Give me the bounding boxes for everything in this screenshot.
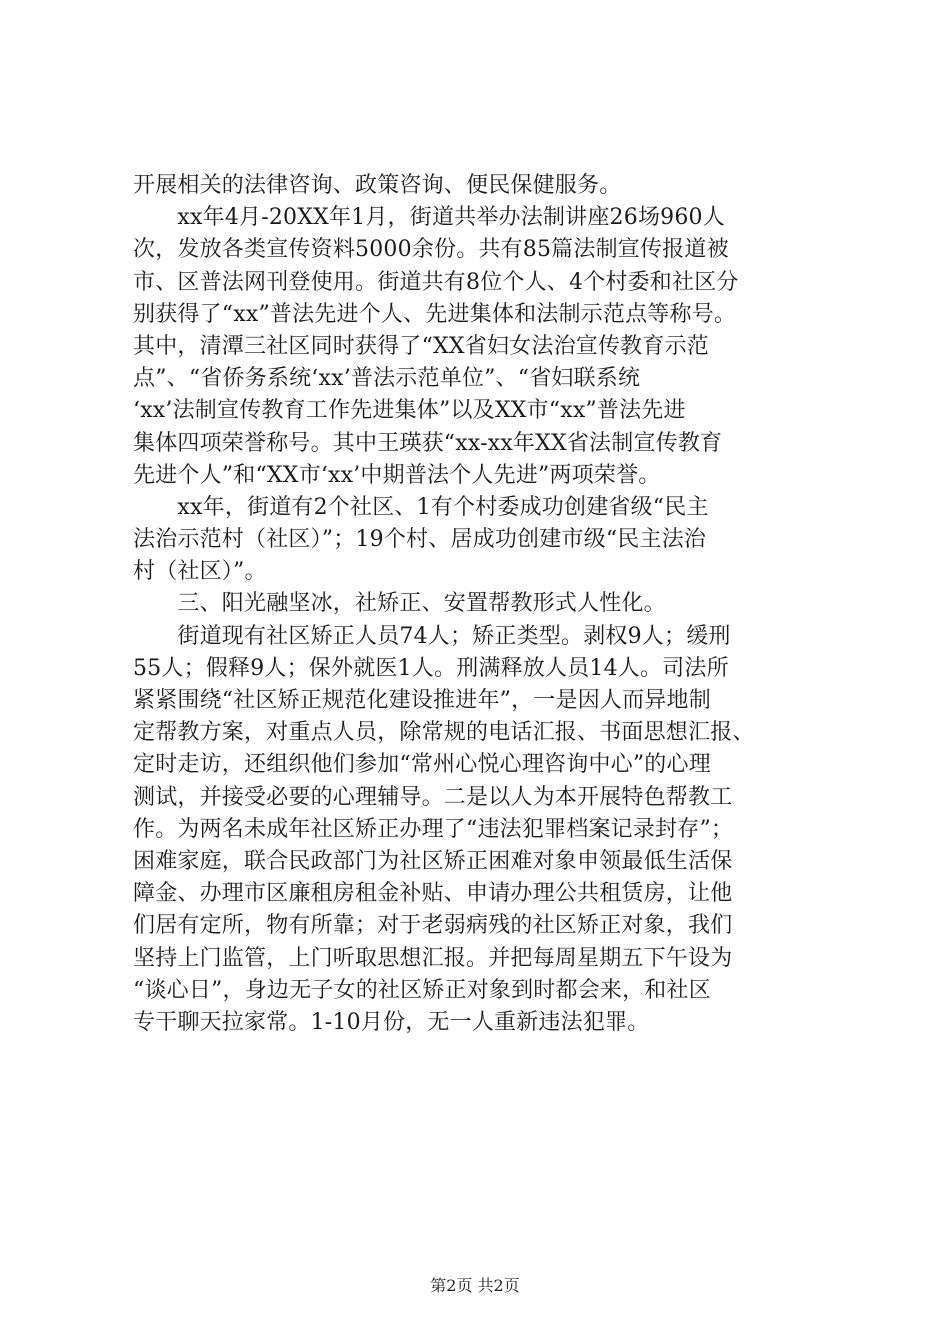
text-line: 专干聊天拉家常。1-10月份，无一人重新违法犯罪。 [133, 1009, 650, 1035]
text-line: 集体四项荣誉称号。其中王瑛获“xx-xx年XX省法制宣传教育 [133, 430, 723, 456]
page-number: 第2页 共2页 [430, 1276, 520, 1295]
text-line: 别获得了“xx”普法先进个人、先进集体和法制示范点等称号。 [133, 301, 737, 327]
text-line: 街道现有社区矫正人员74人；矫正类型。剥权9人；缓刑 [133, 623, 731, 649]
section-heading: 三、阳光融坚冰，社矫正、安置帮教形式人性化。 [133, 591, 666, 617]
document-body [133, 170, 833, 1039]
text-line: 坚持上门监管，上门听取思想汇报。并把每周星期五下午设为 [133, 945, 733, 971]
text-line: 障金、办理市区廉租房租金补贴、申请办理公共租赁房，让他 [133, 881, 733, 907]
text-line: 点”、“省侨务系统‘xx’普法示范单位”、“省妇联系统 [133, 366, 641, 392]
text-line: 村（社区）”。 [133, 559, 267, 585]
text-line: 作。为两名未成年社区矫正办理了“违法犯罪档案记录封存”； [133, 816, 734, 842]
text-line: xx年4月-20XX年1月，街道共举办法制讲座26场960人 [133, 205, 725, 231]
page-footer [0, 1276, 950, 1296]
text-line: 困难家庭，联合民政部门为社区矫正困难对象申领最低生活保 [133, 848, 733, 874]
text-line: 定帮教方案，对重点人员，除常规的电话汇报、书面思想汇报、 [133, 720, 755, 746]
text-line: 定时走访，还组织他们参加“常州心悦心理咨询中心”的心理 [133, 752, 711, 778]
text-line: xx年，街道有2个社区、1有个村委成功创建省级“民主 [133, 494, 709, 520]
text-line: 紧紧围绕“社区矫正规范化建设推进年”，一是因人而异地制 [133, 688, 711, 713]
text-line: 其中，清潭三社区同时获得了“XX省妇女法治宣传教育示范 [133, 333, 709, 359]
text-line: 测试，并接受必要的心理辅导。二是以人为本开展特色帮教工 [133, 784, 733, 810]
text-line: “谈心日”，身边无子女的社区矫正对象到时都会来，和社区 [133, 977, 711, 1003]
text-line: 们居有定所，物有所靠；对于老弱病残的社区矫正对象，我们 [133, 913, 733, 939]
text-line: 55人；假释9人；保外就医1人。刑满释放人员14人。司法所 [133, 655, 729, 681]
text-line: 市、区普法网刊登使用。街道共有8位个人、4个村委和社区分 [133, 269, 739, 295]
text-line: 先进个人”和“XX市‘xx’中期普法个人先进”两项荣誉。 [133, 462, 661, 488]
text-line: 次，发放各类宣传资料5000余份。共有85篇法制宣传报道被 [133, 237, 729, 263]
text-line: ‘xx’法制宣传教育工作先进集体”以及XX市“xx”普法先进 [133, 398, 686, 424]
text-line: 开展相关的法律咨询、政策咨询、便民保健服务。 [133, 173, 622, 198]
text-line: 法治示范村（社区）”；19个村、居成功创建市级“民主法治 [133, 527, 707, 553]
